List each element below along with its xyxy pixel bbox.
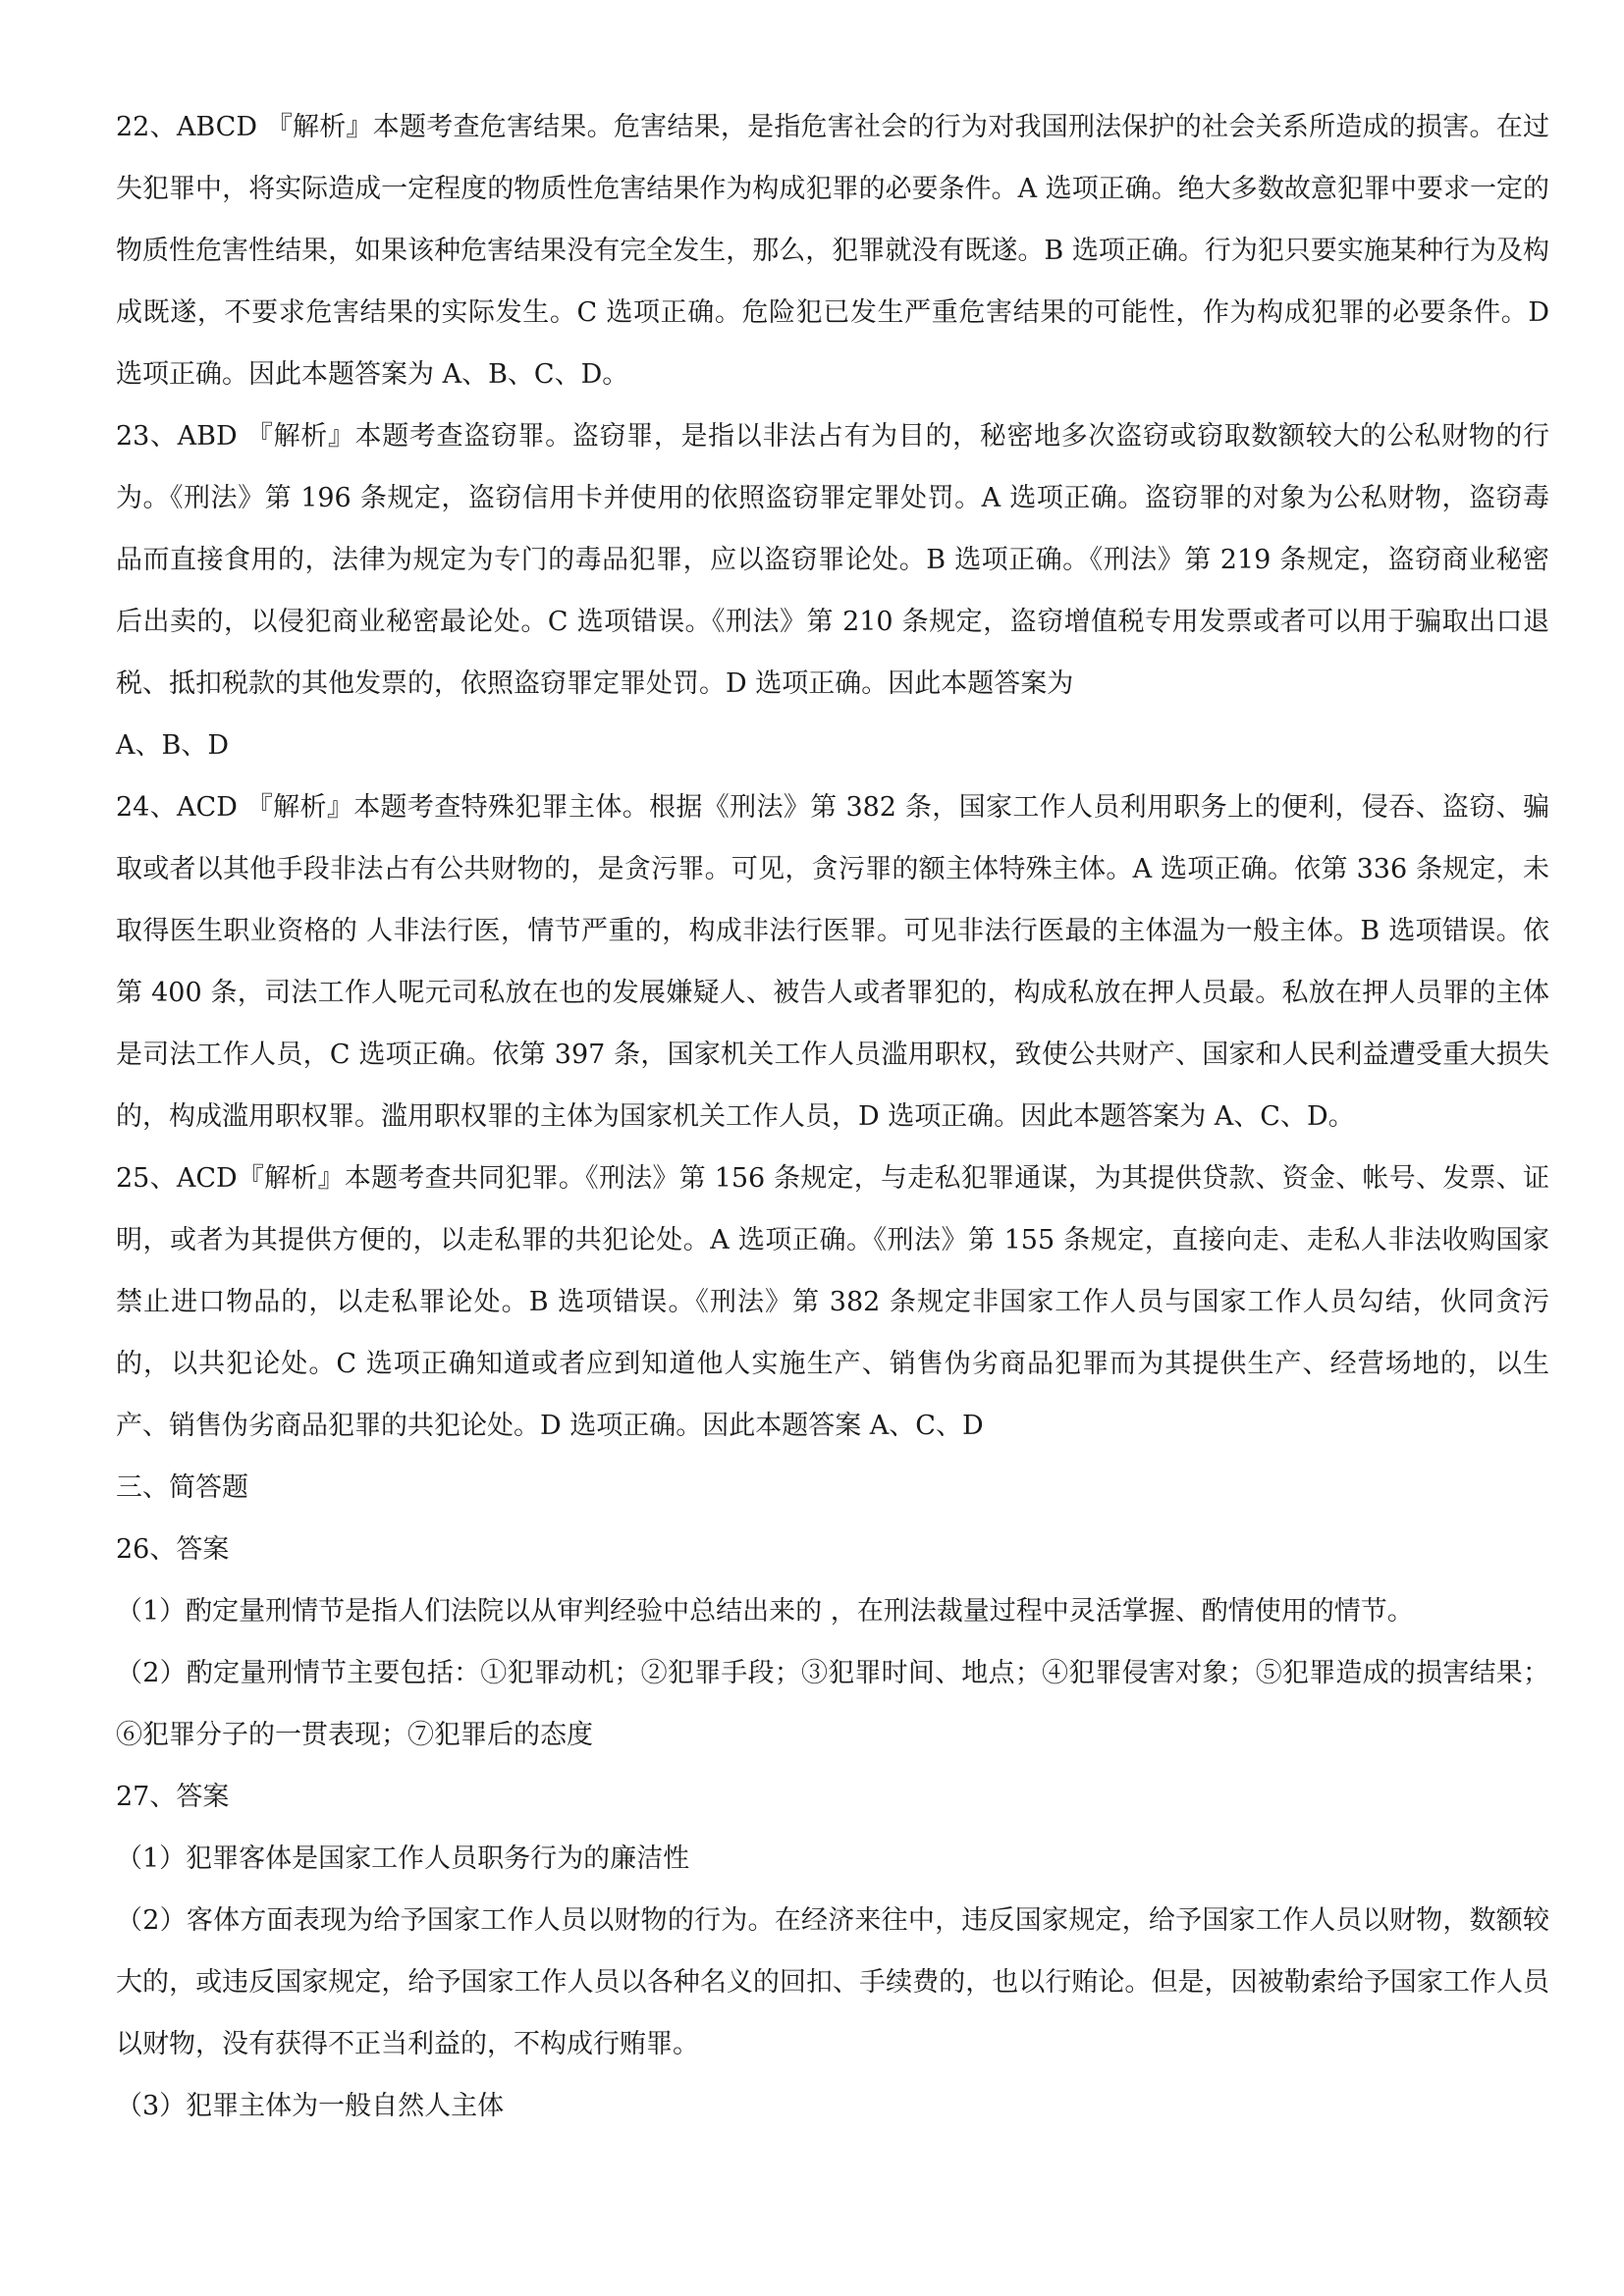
answer-24-explanation: 24、ACD 『解析』本题考查特殊犯罪主体。根据《刑法》第 382 条，国家工作人员利用职务上的便利，侵吞、盗窃、骗取或者以其他手段非法占有公共财物的，是贪污罪。可见，贪污罪的额主体特殊主体。A 选项正确。依第 336 条规定，未取得医生职业资格的 人非法行医，情节严重的，构成非法行医罪。可见非法行医最的主体温为一般主体。B 选项错误。依第 400 条，司法工作人呢元司私放在也的发展嫌疑人、被告人或者罪犯的，构成私放在押人员最。私放在押人员罪的主体是司法工作人员，C 选项正确。依第 397 条，国家机关工作人员滥用职权，致使公共财产、国家和人民利益遭受重大损失的，构成滥用职权罪。滥用职权罪的主体为国家机关工作人员，D 选项正确。因此本题答案为 A、C、D。 bbox=[116, 792, 1549, 1132]
document-body bbox=[116, 96, 1549, 2137]
section-heading-short-answer: 三、简答题 bbox=[116, 1472, 248, 1503]
answer-27-point-1: （1）犯罪客体是国家工作人员职务行为的廉洁性 bbox=[116, 1843, 690, 1874]
answer-23-explanation: 23、ABD 『解析』本题考查盗窃罪。盗窃罪，是指以非法占有为目的，秘密地多次盗窃或窃取数额较大的公私财物的行为。《刑法》第 196 条规定，盗窃信用卡并使用的依照盗窃罪定罪处罚。A 选项正确。盗窃罪的对象为公私财物，盗窃毒品而直接食用的，法律为规定为专门的毒品犯罪，应以盗窃罪论处。B 选项正确。《刑法》第 219 条规定，盗窃商业秘密后出卖的，以侵犯商业秘密最论处。C 选项错误。《刑法》第 210 条规定，盗窃增值税专用发票或者可以用于骗取出口退税、抵扣税款的其他发票的，依照盗窃罪定罪处罚。D 选项正确。因此本题答案为 bbox=[116, 421, 1549, 699]
answer-22-explanation: 22、ABCD 『解析』本题考查危害结果。危害结果，是指危害社会的行为对我国刑法保护的社会关系所造成的损害。在过失犯罪中，将实际造成一定程度的物质性危害结果作为构成犯罪的必要条件。A 选项正确。绝大多数故意犯罪中要求一定的物质性危害性结果，如果该种危害结果没有完全发生，那么，犯罪就没有既遂。B 选项正确。行为犯只要实施某种行为及构成既遂，不要求危害结果的实际发生。C 选项正确。危险犯已发生严重危害结果的可能性，作为构成犯罪的必要条件。D 选项正确。因此本题答案为 A、B、C、D。 bbox=[116, 112, 1549, 390]
answer-26-point-1: （1）酌定量刑情节是指人们法院以从审判经验中总结出来的 ，在刑法裁量过程中灵活掌握、酌情使用的情节。 bbox=[116, 1596, 1414, 1627]
answer-26-point-2: （2）酌定量刑情节主要包括：①犯罪动机；②犯罪手段；③犯罪时间、地点；④犯罪侵害对象；⑤犯罪造成的损害结果；⑥犯罪分子的一贯表现；⑦犯罪后的态度 bbox=[116, 1658, 1549, 1750]
answer-27-point-3: （3）犯罪主体为一般自然人主体 bbox=[116, 2091, 505, 2121]
answer-23-result: A、B、D bbox=[116, 730, 229, 761]
answer-26-heading: 26、答案 bbox=[116, 1534, 230, 1565]
answer-27-point-2: （2）客体方面表现为给予国家工作人员以财物的行为。在经济来往中，违反国家规定，给予国家工作人员以财物，数额较大的，或违反国家规定，给予国家工作人员以各种名义的回扣、手续费的，也以行贿论。但是，因被勒索给予国家工作人员以财物，没有获得不正当利益的，不构成行贿罪。 bbox=[116, 1905, 1549, 2059]
answer-25-explanation: 25、ACD『解析』本题考查共同犯罪。《刑法》第 156 条规定，与走私犯罪通谋，为其提供贷款、资金、帐号、发票、证明，或者为其提供方便的，以走私罪的共犯论处。A 选项正确。《刑法》第 155 条规定，直接向走、走私人非法收购国家禁止进口物品的，以走私罪论处。B 选项错误。《刑法》第 382 条规定非国家工作人员与国家工作人员勾结，伙同贪污的，以共犯论处。C 选项正确知道或者应到知道他人实施生产、销售伪劣商品犯罪而为其提供生产、经营场地的，以生产、销售伪劣商品犯罪的共犯论处。D 选项正确。因此本题答案 A、C、D bbox=[116, 1163, 1549, 1441]
answer-27-heading: 27、答案 bbox=[116, 1782, 230, 1812]
